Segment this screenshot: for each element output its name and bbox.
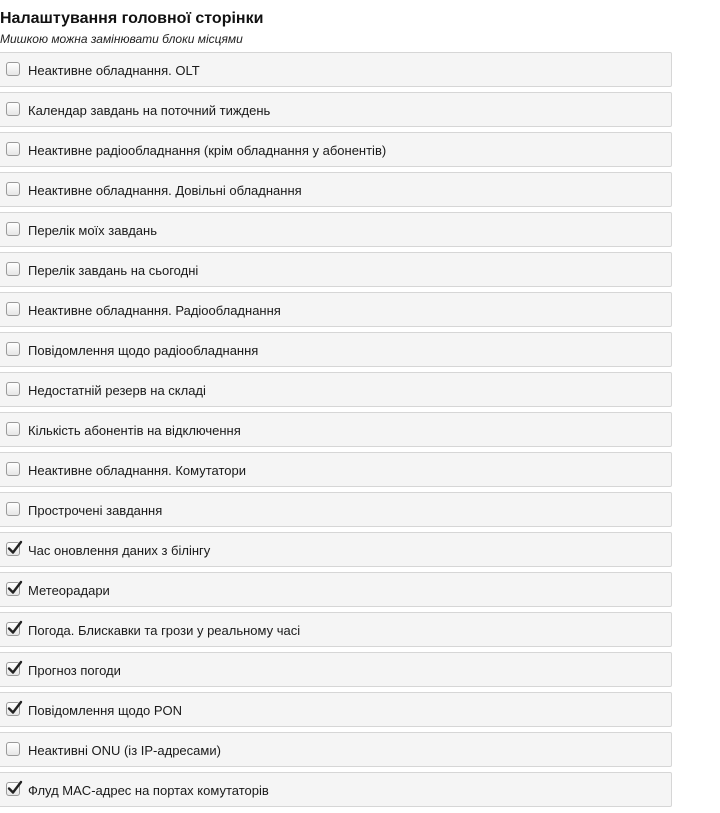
block-checkbox[interactable]	[6, 62, 20, 76]
block-label: Недостатній резерв на складі	[28, 383, 206, 398]
sortable-block[interactable]	[0, 292, 672, 327]
sortable-block[interactable]	[0, 252, 672, 287]
block-checkbox[interactable]	[6, 662, 20, 676]
page-subtitle: Мишкою можна замінювати блоки місцями	[0, 32, 243, 46]
block-checkbox[interactable]	[6, 542, 20, 556]
block-checkbox[interactable]	[6, 182, 20, 196]
block-label: Перелік завдань на сьогодні	[28, 263, 199, 278]
page-title: Налаштування головної сторінки	[0, 10, 264, 27]
sortable-block[interactable]	[0, 92, 672, 127]
sortable-block[interactable]	[0, 532, 672, 567]
block-checkbox[interactable]	[6, 462, 20, 476]
checkmark-icon	[6, 660, 23, 676]
block-checkbox[interactable]	[6, 262, 20, 276]
sortable-block[interactable]	[0, 452, 672, 487]
block-checkbox[interactable]	[6, 102, 20, 116]
sortable-block[interactable]	[0, 212, 672, 247]
block-checkbox[interactable]	[6, 302, 20, 316]
sortable-block[interactable]	[0, 172, 672, 207]
checkmark-icon	[6, 620, 23, 636]
block-checkbox[interactable]	[6, 382, 20, 396]
block-checkbox[interactable]	[6, 742, 20, 756]
sortable-block[interactable]	[0, 772, 672, 807]
sortable-block-list	[0, 52, 672, 812]
block-label: Неактивне обладнання. Комутатори	[28, 463, 247, 478]
checkmark-icon	[6, 700, 23, 716]
block-label: Кількість абонентів на відключення	[28, 423, 241, 438]
checkmark-icon	[6, 780, 23, 796]
checkmark-icon	[6, 580, 23, 596]
sortable-block[interactable]	[0, 332, 672, 367]
sortable-block[interactable]	[0, 692, 672, 727]
sortable-block[interactable]	[0, 572, 672, 607]
block-label: Погода. Блискавки та грози у реальному часі	[28, 623, 301, 638]
block-label: Прострочені завдання	[28, 503, 163, 518]
block-checkbox[interactable]	[6, 622, 20, 636]
block-label: Час оновлення даних з білінгу	[28, 543, 211, 558]
block-checkbox[interactable]	[6, 422, 20, 436]
block-label: Метеорадари	[28, 583, 110, 598]
checkmark-icon	[6, 540, 23, 556]
block-label: Перелік моїх завдань	[28, 223, 157, 238]
sortable-block[interactable]	[0, 412, 672, 447]
block-checkbox[interactable]	[6, 342, 20, 356]
block-label: Флуд MAC-адрес на портах комутаторів	[28, 783, 269, 798]
block-checkbox[interactable]	[6, 222, 20, 236]
sortable-block[interactable]	[0, 372, 672, 407]
block-label: Повідомлення щодо радіообладнання	[28, 343, 259, 358]
block-label: Неактивне обладнання. Радіообладнання	[28, 303, 281, 318]
sortable-block[interactable]	[0, 732, 672, 767]
block-checkbox[interactable]	[6, 702, 20, 716]
sortable-block[interactable]	[0, 52, 672, 87]
block-checkbox[interactable]	[6, 782, 20, 796]
block-label: Неактивне обладнання. Довільні обладнання	[28, 183, 302, 198]
block-label: Неактивне радіообладнання (крім обладнання у абонентів)	[28, 143, 387, 158]
block-label: Повідомлення щодо PON	[28, 703, 183, 718]
block-label: Прогноз погоди	[28, 663, 121, 678]
block-checkbox[interactable]	[6, 142, 20, 156]
block-checkbox[interactable]	[6, 502, 20, 516]
sortable-block[interactable]	[0, 652, 672, 687]
block-label: Неактивні ONU (із IP-адресами)	[28, 743, 221, 758]
block-label: Календар завдань на поточний тиждень	[28, 103, 271, 118]
sortable-block[interactable]	[0, 612, 672, 647]
sortable-block[interactable]	[0, 132, 672, 167]
block-checkbox[interactable]	[6, 582, 20, 596]
sortable-block[interactable]	[0, 492, 672, 527]
block-label: Неактивне обладнання. OLT	[28, 63, 200, 78]
